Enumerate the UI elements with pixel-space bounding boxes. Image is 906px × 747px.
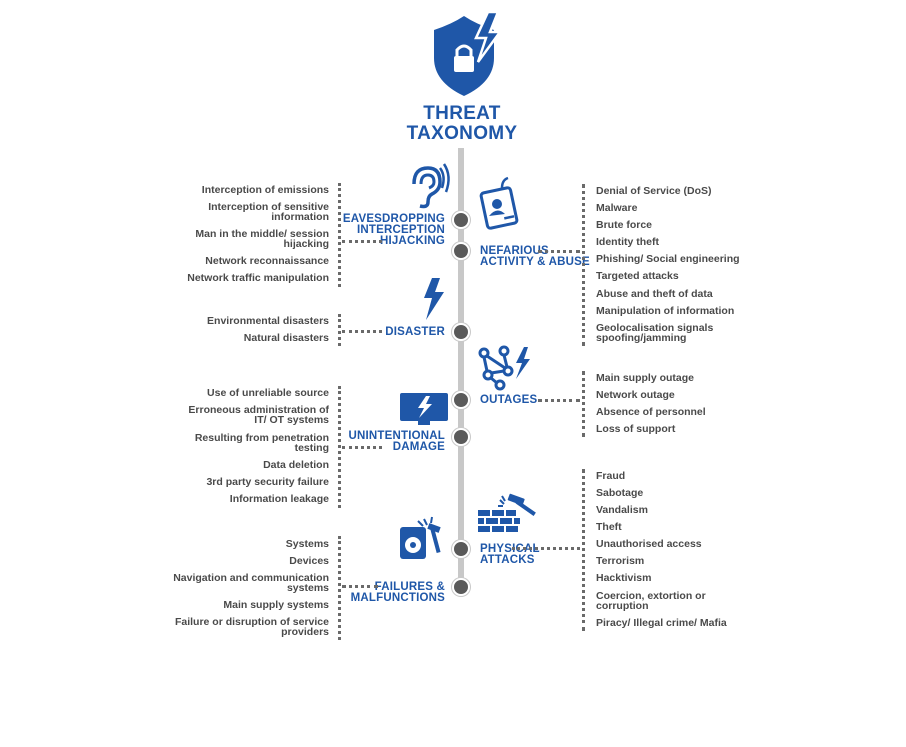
connector-disaster <box>342 330 382 336</box>
category-line: FAILURES & <box>374 581 445 593</box>
category-line: MALFUNCTIONS <box>350 592 445 604</box>
list-item: Main supply systems <box>223 599 329 611</box>
hard-drive-hammer-icon <box>398 517 448 561</box>
category-line: EAVESDROPPING <box>342 213 445 225</box>
list-item: Abuse and theft of data <box>596 288 713 300</box>
list-item: Identity theft <box>596 236 659 248</box>
list-item: 3rd party security failure <box>206 476 329 488</box>
list-bracket-nefarious <box>582 184 588 346</box>
list-item: Geolocalisation signals <box>596 322 714 334</box>
list-item: IT/ OT systems <box>254 414 329 426</box>
list-item: systems <box>286 582 329 594</box>
connector-unintentional <box>342 446 382 452</box>
list-item: information <box>271 211 329 223</box>
title-line-1: THREAT <box>423 103 501 124</box>
list-item: Unauthorised access <box>596 538 702 550</box>
list-item: Manipulation of information <box>596 305 735 317</box>
list-item: Piracy/ Illegal crime/ Mafia <box>596 617 727 629</box>
connector-eavesdropping <box>342 240 382 246</box>
list-item: Targeted attacks <box>596 270 679 282</box>
list-item: Sabotage <box>596 487 644 499</box>
category-line: ACTIVITY & ABUSE <box>480 256 590 268</box>
list-item: Systems <box>285 538 329 550</box>
list-item: Information leakage <box>229 493 329 505</box>
list-item: providers <box>281 626 329 638</box>
list-item: Navigation and communication <box>173 572 329 584</box>
list-item: Man in the middle/ session <box>195 228 329 240</box>
list-item: Denial of Service (DoS) <box>596 185 712 197</box>
list-item: Fraud <box>596 470 626 482</box>
list-item: Natural disasters <box>243 332 329 344</box>
list-item: Loss of support <box>596 423 676 435</box>
list-item: spoofing/jamming <box>596 332 687 344</box>
category-line: ATTACKS <box>480 554 535 566</box>
list-item: testing <box>294 442 329 454</box>
category-disaster <box>380 327 445 338</box>
shield-lightning-icon <box>430 12 510 96</box>
node-disaster <box>452 323 470 341</box>
list-item: Failure or disruption of service <box>174 616 329 628</box>
list-item: Erroneous administration of <box>188 404 329 416</box>
list-item: Vandalism <box>596 504 648 516</box>
list-item: Interception of sensitive <box>208 201 329 213</box>
title-line-2: TAXONOMY <box>406 123 518 144</box>
list-item: Network traffic manipulation <box>187 272 329 284</box>
category-line: PHYSICAL <box>480 543 540 555</box>
list-item: Coercion, extortion or <box>596 590 706 602</box>
list-bracket-physical <box>582 469 588 631</box>
node-unintentional <box>452 428 470 446</box>
list-item: Terrorism <box>596 555 645 567</box>
connector-failures <box>342 585 378 591</box>
list-item: Brute force <box>596 219 653 231</box>
list-item: Hacktivism <box>596 572 652 584</box>
connector-nefarious <box>538 250 580 256</box>
list-item: Theft <box>596 521 622 533</box>
node-failures <box>452 578 470 596</box>
node-eavesdropping <box>452 211 470 229</box>
id-badge-icon <box>480 178 522 228</box>
connector-physical <box>512 547 580 553</box>
list-item: Main supply outage <box>596 372 695 384</box>
list-item: Devices <box>289 555 329 567</box>
category-line: UNINTENTIONAL <box>348 430 445 442</box>
list-item: Absence of personnel <box>596 406 706 418</box>
list-item: Interception of emissions <box>201 184 329 196</box>
list-item: Use of unreliable source <box>207 387 329 399</box>
monitor-icon <box>400 393 448 427</box>
node-nefarious <box>452 242 470 260</box>
ear-icon <box>408 164 450 208</box>
category-line: NEFARIOUS <box>480 245 549 257</box>
list-item: Environmental disasters <box>207 315 329 327</box>
list-item: corruption <box>596 600 649 612</box>
lightning-icon <box>416 278 446 320</box>
list-bracket-outages <box>582 371 588 437</box>
node-outages <box>452 391 470 409</box>
list-item: hijacking <box>283 238 329 250</box>
list-item: Data deletion <box>263 459 329 471</box>
network-icon <box>478 345 532 389</box>
brick-wall-hammer-icon <box>478 494 538 534</box>
list-item: Phishing/ Social engineering <box>596 253 740 265</box>
list-item: Network reconnaissance <box>205 255 329 267</box>
category-line: INTERCEPTION <box>356 224 445 236</box>
list-item: Malware <box>596 202 638 214</box>
list-bracket-eavesdropping <box>338 183 344 287</box>
category-line: DAMAGE <box>392 441 445 453</box>
category-line: HIJACKING <box>379 235 445 247</box>
list-item: Network outage <box>596 389 675 401</box>
node-physical <box>452 540 470 558</box>
connector-outages <box>538 399 580 405</box>
list-item: Resulting from penetration <box>194 432 329 444</box>
category-line: DISASTER <box>385 326 445 338</box>
category-line: OUTAGES <box>480 394 538 406</box>
